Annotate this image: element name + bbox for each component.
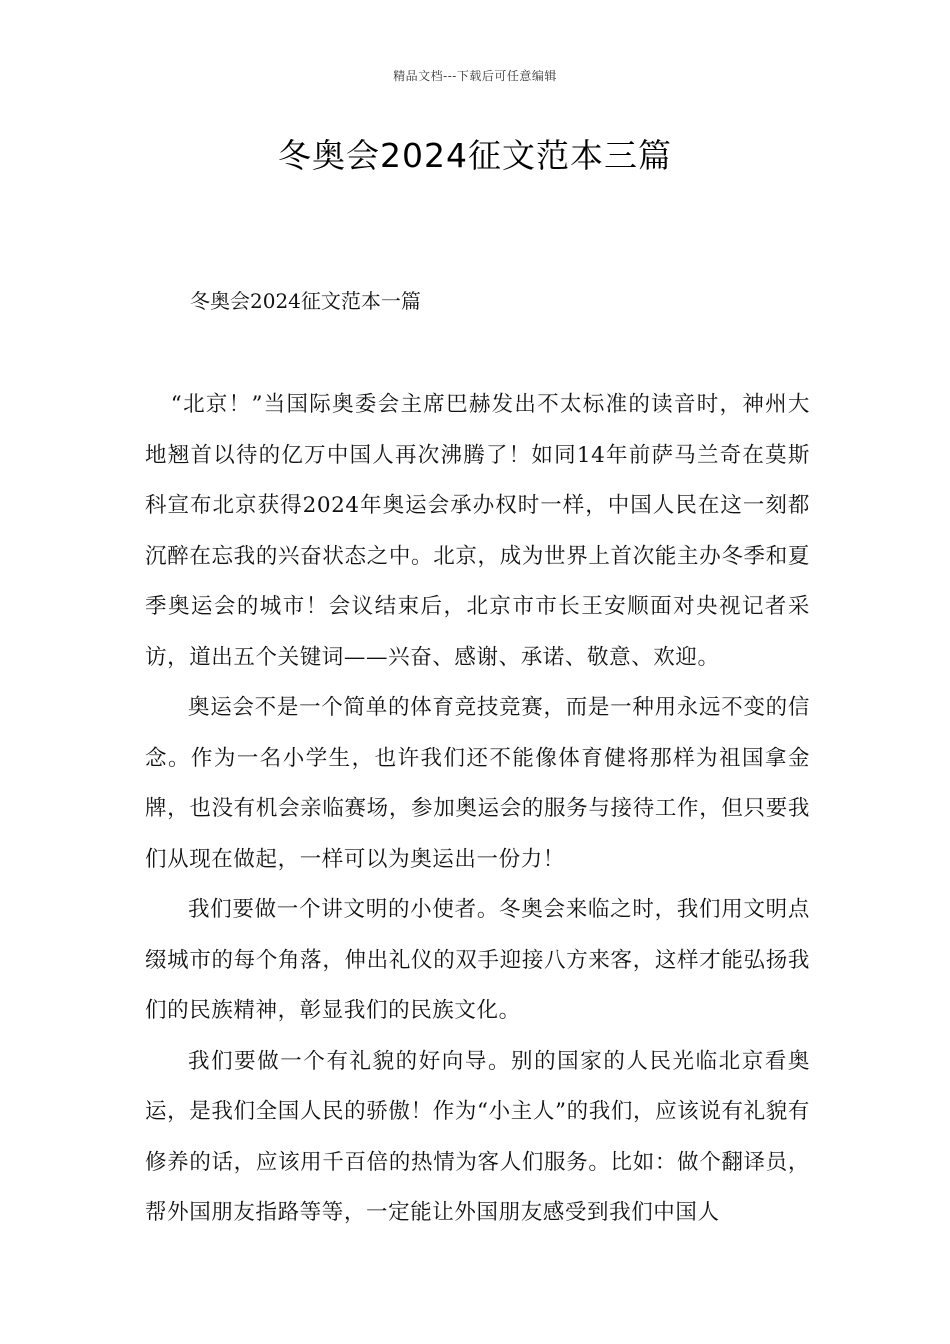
paragraph-4: 我们要做一个有礼貌的好向导。别的国家的人民光临北京看奥运，是我们全国人民的骄傲！作为“小主人”的我们，应该说有礼貌有修养的话，应该用千百倍的热情为客人们服务。比如：做个翻译员，帮外国朋友指路等等，一定能让外国朋友感受到我们中国人	[145, 1048, 810, 1225]
paragraph-2: 奥运会不是一个简单的体育竞技竞赛，而是一种用永远不变的信念。作为一名小学生，也许我们还不能像体育健将那样为祖国拿金牌，也没有机会亲临赛场，参加奥运会的服务与接待工作，但只要我们从现在做起，一样可以为奥运出一份力！	[145, 695, 810, 872]
paragraph-1: “北京！”当国际奥委会主席巴赫发出不太标准的读音时，神州大地翘首以待的亿万中国人再次沸腾了！如同14年前萨马兰奇在莫斯科宣布北京获得2024年奥运会承办权时一样，中国人民在这一刻都沉醉在忘我的兴奋状态之中。北京，成为世界上首次能主办冬季和夏季奥运会的城市！会议结束后，北京市市长王安顺面对央视记者采访，道出五个关键词——兴奋、感谢、承诺、敬意、欢迎。	[145, 392, 810, 670]
document-body	[145, 380, 810, 1239]
document-title: 冬奥会2024征文范本三篇	[278, 136, 672, 175]
header-note: 精品文档---下载后可任意编辑	[393, 69, 557, 83]
section-title: 冬奥会2024征文范本一篇	[190, 289, 421, 313]
paragraph-3: 我们要做一个讲文明的小使者。冬奥会来临之时，我们用文明点缀城市的每个角落，伸出礼仪的双手迎接八方来客，这样才能弘扬我们的民族精神，彰显我们的民族文化。	[145, 897, 810, 1023]
